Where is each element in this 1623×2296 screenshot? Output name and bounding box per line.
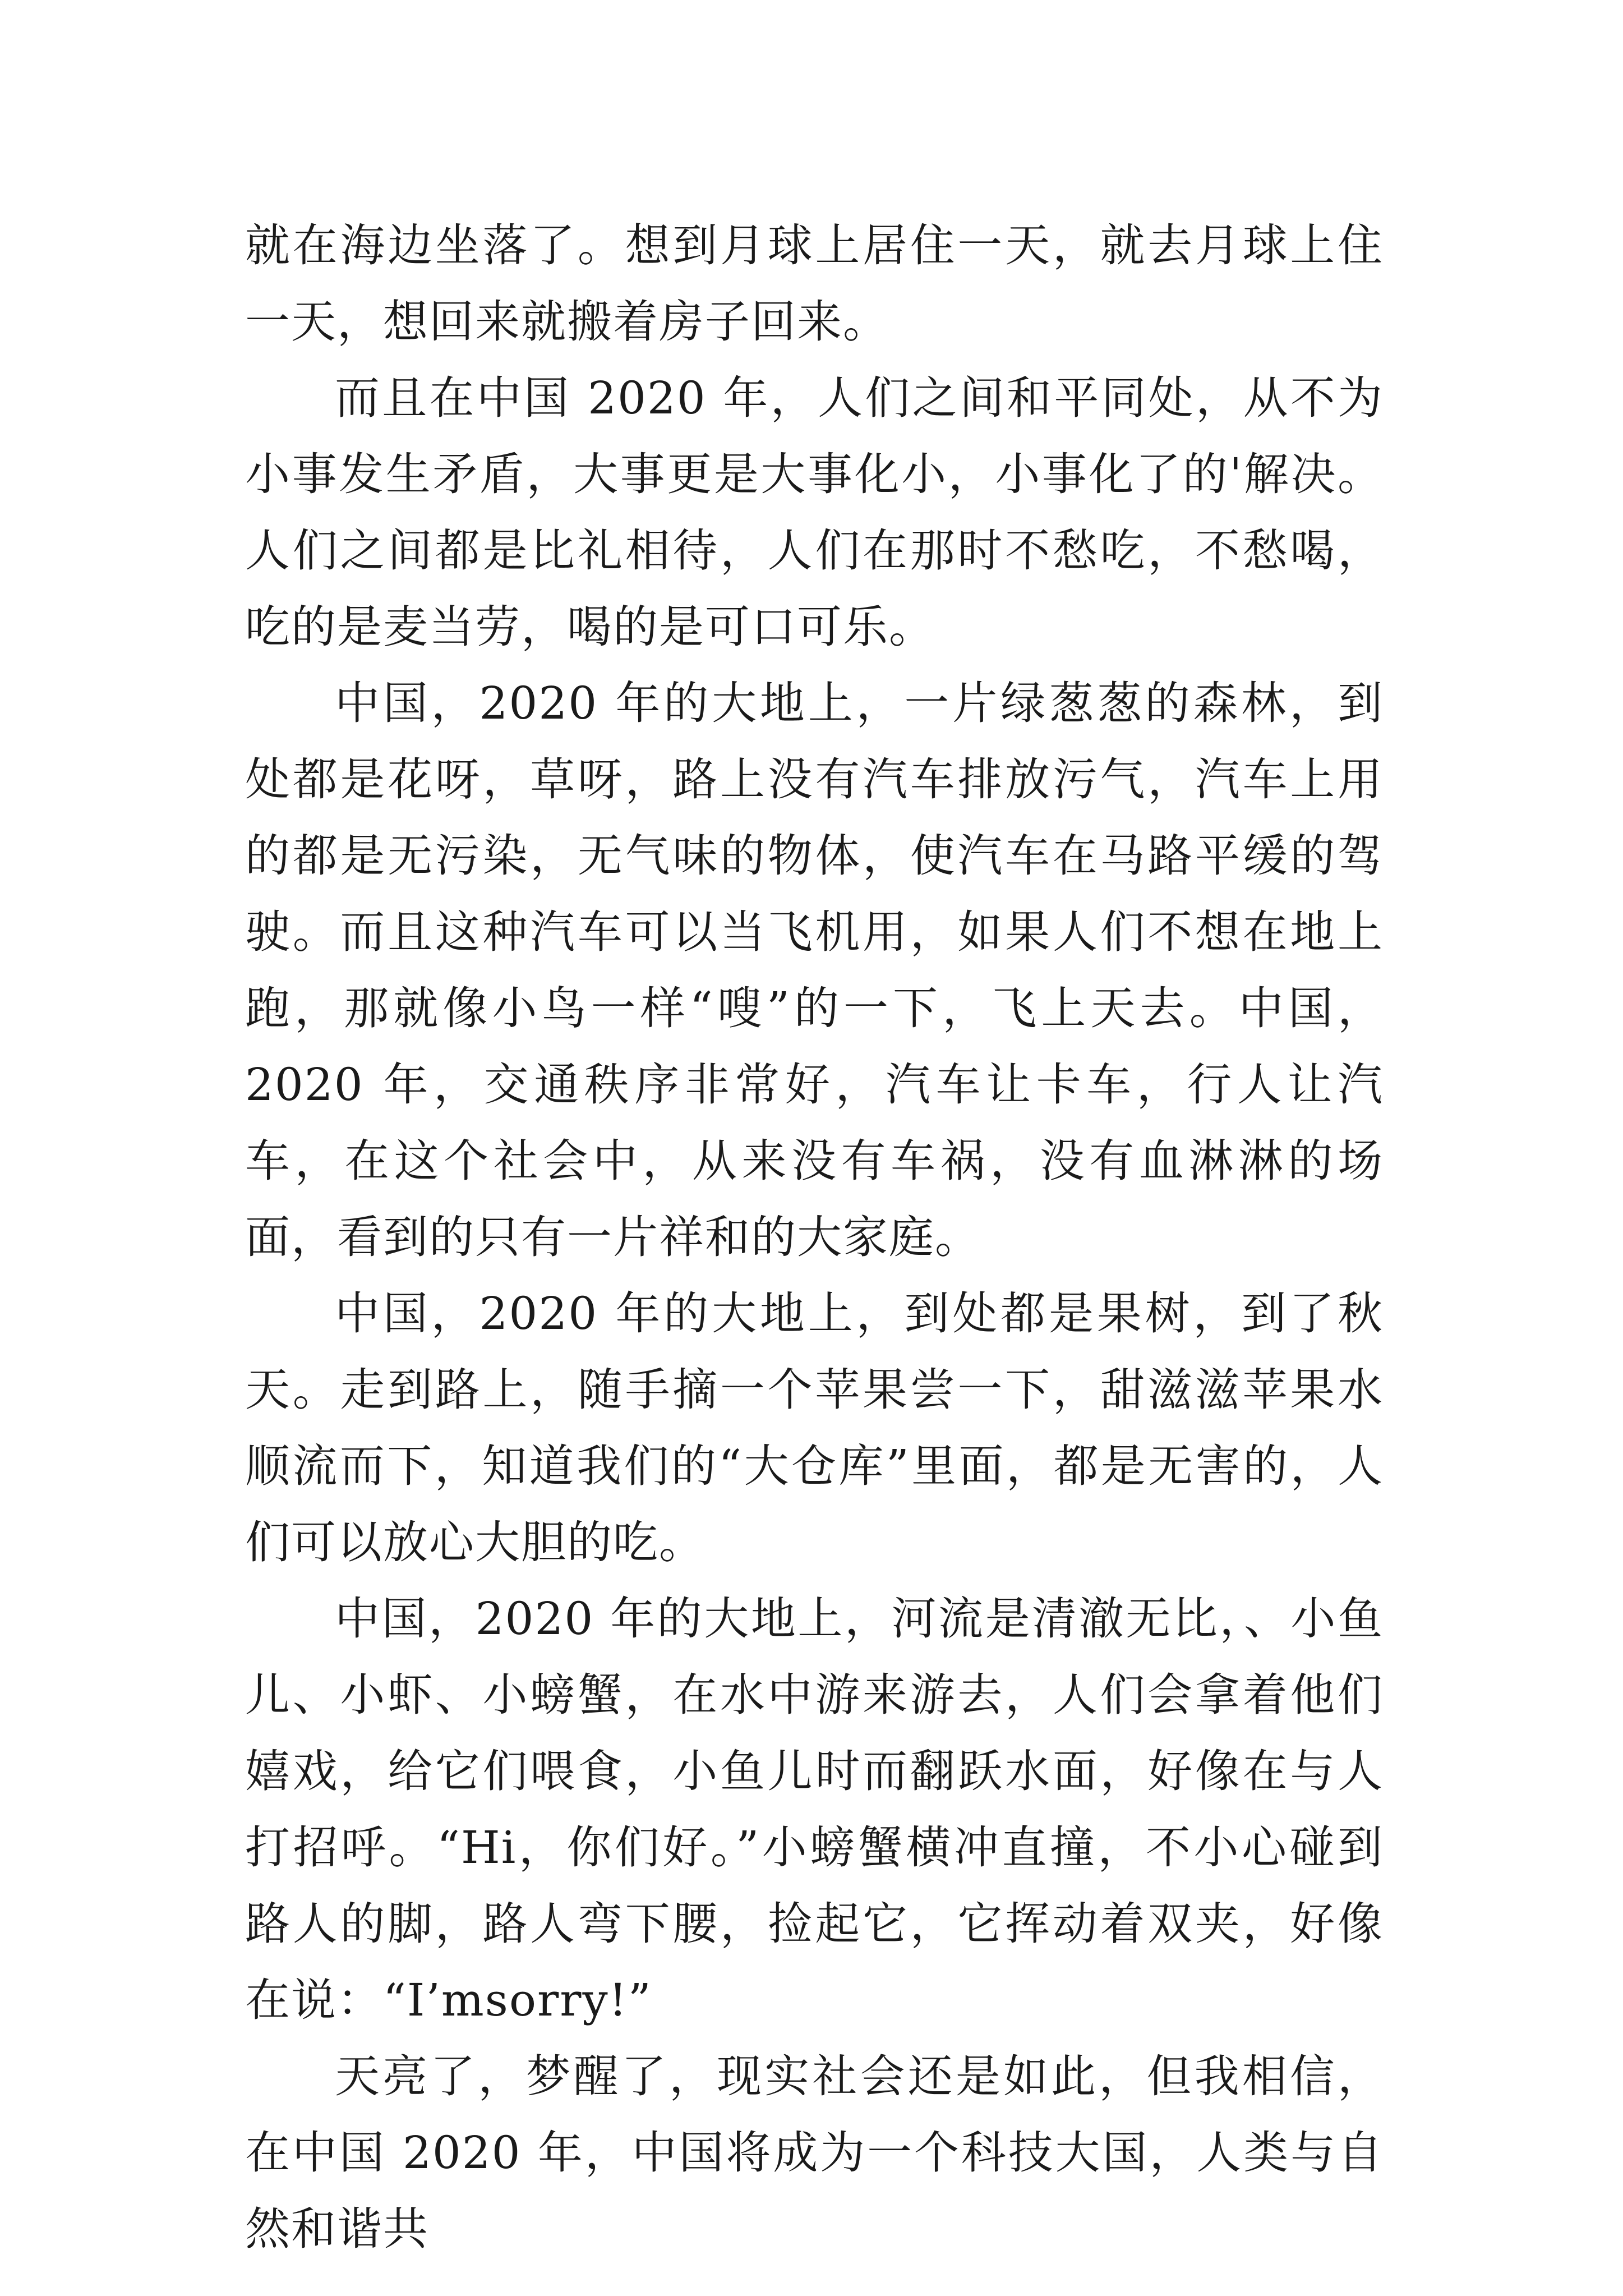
- document-body: [245, 208, 1384, 2267]
- paragraph-1: 就在海边坐落了。想到月球上居住一天，就去月球上住一天，想回来就搬着房子回来。: [245, 219, 1384, 348]
- paragraph-2: 而且在中国 2020 年，人们之间和平同处，从不为小事发生矛盾，大事更是大事化小，小事化了的'解决。人们之间都是比礼相待，人们在那时不愁吃，不愁喝，吃的是麦当劳，喝的是可口可乐。: [245, 372, 1384, 653]
- paragraph-5: 中国，2020 年的大地上，河流是清澈无比，、小鱼儿、小虾、小螃蟹，在水中游来游去，人们会拿着他们嬉戏，给它们喂食，小鱼儿时而翻跃水面，好像在与人打招呼。“Hi，你们好。”小螃蟹横冲直撞，不小心碰到路人的脚，路人弯下腰，捡起它，它挥动着双夹，好像在说：“I’msorry!”: [245, 1593, 1384, 2026]
- paragraph-6: 天亮了，梦醒了，现实社会还是如此，但我相信，在中国 2020 年，中国将成为一个科技大国，人类与自然和谐共: [245, 2050, 1384, 2255]
- paragraph-3: 中国，2020 年的大地上，一片绿葱葱的森林，到处都是花呀，草呀，路上没有汽车排放污气，汽车上用的都是无污染，无气味的物体，使汽车在马路平缓的驾驶。而且这种汽车可以当飞机用，如果人们不想在地上跑，那就像小鸟一样“嗖”的一下，飞上天去。中国，2020 年，交通秩序非常好，汽车让卡车，行人让汽车，在这个社会中，从来没有车祸，没有血淋淋的场面，看到的只有一片祥和的大家庭。: [245, 677, 1384, 1263]
- paragraph-4: 中国，2020 年的大地上，到处都是果树，到了秋天。走到路上，随手摘一个苹果尝一下，甜滋滋苹果水顺流而下，知道我们的“大仓库”里面，都是无害的，人们可以放心大胆的吃。: [245, 1287, 1384, 1568]
